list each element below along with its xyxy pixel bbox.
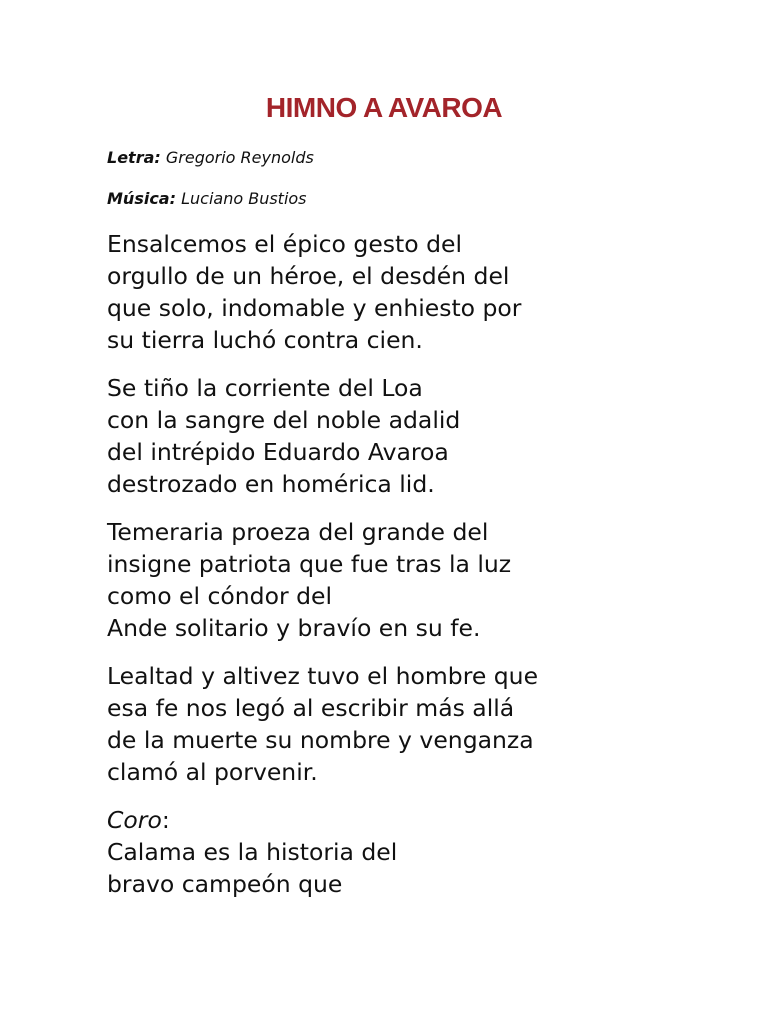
music-credit	[107, 188, 307, 210]
chorus-label: Coro	[107, 806, 162, 834]
verse-line: su tierra luchó contra cien.	[107, 326, 423, 354]
chorus-label-colon: :	[161, 806, 170, 834]
verse-line: destrozado en homérica lid.	[107, 470, 435, 498]
stanza-2	[107, 372, 707, 500]
chorus	[107, 804, 707, 900]
verse-line: Lealtad y altivez tuvo el hombre que	[107, 662, 539, 690]
chorus-line: bravo campeón que	[107, 870, 343, 898]
verse-line: orgullo de un héroe, el desdén del	[107, 262, 510, 290]
verse-line: Temeraria proeza del grande del	[107, 518, 489, 546]
music-credit-label: Música:	[107, 189, 176, 208]
verse-line: Ensalcemos el épico gesto del	[107, 230, 462, 258]
lyrics-credit-label: Letra:	[107, 148, 161, 167]
verse-line: Ande solitario y bravío en su fe.	[107, 614, 481, 642]
stanza-3	[107, 516, 707, 644]
verse-line: esa fe nos legó al escribir más allá	[107, 694, 515, 722]
document-title: HIMNO A AVAROA	[265, 92, 503, 123]
chorus-line: Calama es la historia del	[107, 838, 398, 866]
chorus-heading	[107, 804, 707, 836]
stanza-4	[107, 660, 707, 788]
verse-line: de la muerte su nombre y venganza	[107, 726, 534, 754]
verse-line: clamó al porvenir.	[107, 758, 318, 786]
verse-line: que solo, indomable y enhiesto por	[107, 294, 522, 322]
verse-line: insigne patriota que fue tras la luz	[107, 550, 512, 578]
lyrics-credit	[107, 147, 314, 169]
verse-line: con la sangre del noble adalid	[107, 406, 461, 434]
lyrics-credit-author: Gregorio Reynolds	[165, 148, 314, 167]
music-credit-composer: Luciano Bustios	[181, 189, 307, 208]
verse-line: del intrépido Eduardo Avaroa	[107, 438, 449, 466]
stanza-1	[107, 228, 707, 356]
verse-line: Se tiño la corriente del Loa	[107, 374, 423, 402]
verse-line: como el cóndor del	[107, 582, 333, 610]
